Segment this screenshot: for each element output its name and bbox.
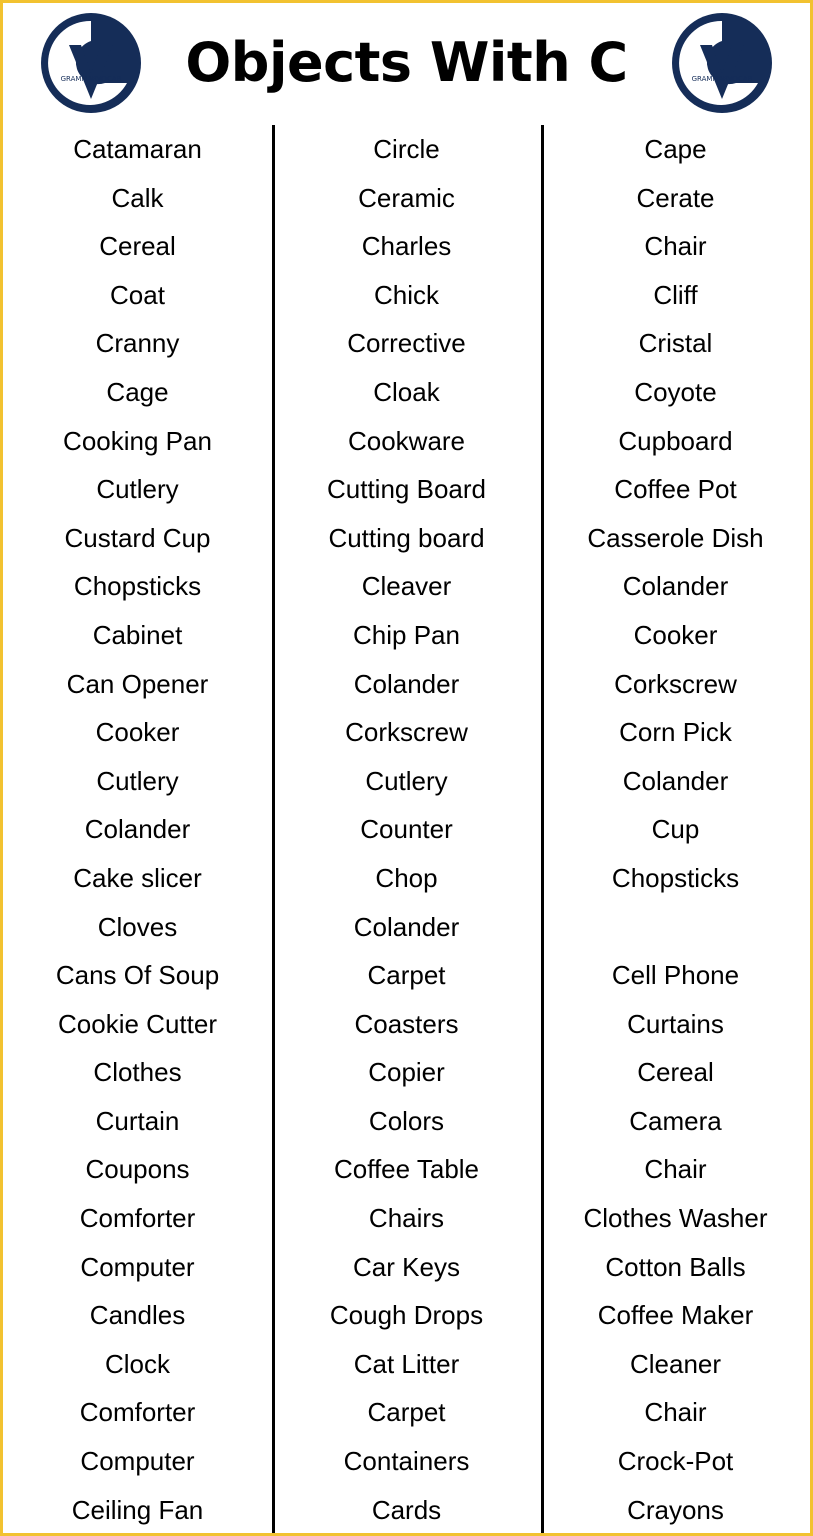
list-item: Cans Of Soup [55, 960, 220, 991]
list-item: Can Opener [66, 668, 209, 699]
word-list-3 [541, 125, 810, 1534]
list-item: Coat [110, 279, 165, 310]
list-item: Calk [111, 182, 164, 213]
list-item: Cristal [638, 328, 713, 359]
list-item: Corn Pick [619, 717, 732, 748]
list-item: Cooking Pan [63, 425, 212, 456]
list-item: Chair [644, 1154, 707, 1185]
list-item: Chairs [368, 1203, 445, 1234]
list-item: Clothes Washer [583, 1203, 768, 1234]
word-column-1 [3, 125, 272, 1536]
word-column-3 [541, 125, 810, 1536]
list-item: Cabinet [92, 619, 183, 650]
list-item: Cliff [653, 279, 698, 310]
list-item: Crayons [627, 1494, 724, 1525]
list-item: Clock [104, 1348, 170, 1379]
list-item: Coffee Table [333, 1154, 480, 1185]
list-item: Ceramic [358, 182, 455, 213]
list-item: Cutting Board [327, 474, 486, 505]
word-column-2 [272, 125, 541, 1536]
list-item: Cutlery [96, 474, 179, 505]
list-item: Chip Pan [353, 619, 460, 650]
word-list-1 [3, 125, 272, 1534]
list-item: Cutlery [96, 765, 179, 796]
list-item: Cutting board [328, 522, 485, 553]
list-item: Colander [353, 911, 460, 942]
list-item: Colander [353, 668, 460, 699]
list-item: Circle [373, 134, 440, 164]
list-item: Custard Cup [64, 522, 211, 553]
list-item: Cough Drops [329, 1300, 484, 1331]
list-item: Cloves [97, 911, 178, 942]
list-item: Casserole Dish [587, 522, 764, 553]
list-item: Chopsticks [73, 571, 202, 602]
grammarvocab-logo-icon-right [670, 11, 774, 115]
list-item: Chick [373, 279, 439, 310]
list-item: Car Keys [353, 1251, 460, 1282]
list-item: Cooker [633, 619, 718, 650]
list-item: Comforter [79, 1203, 196, 1234]
list-item: Cutlery [365, 765, 448, 796]
list-item: Cookware [347, 425, 466, 456]
list-item: Cereal [99, 231, 176, 262]
list-item: Cup [651, 814, 700, 845]
list-item: Colander [622, 765, 729, 796]
word-columns [3, 121, 810, 1536]
list-item: Cards [371, 1494, 442, 1525]
grammarvocab-logo-icon [39, 11, 143, 115]
list-item: Camera [629, 1105, 722, 1136]
list-item: Computer [80, 1251, 195, 1282]
svg-text:GRAMMARVOCAB: GRAMMARVOCAB [60, 75, 122, 83]
list-item: Cotton Balls [605, 1251, 746, 1282]
list-item: Cloak [373, 376, 440, 407]
list-item: Computer [80, 1446, 195, 1477]
list-item: Copier [368, 1057, 445, 1088]
list-item: Chopsticks [611, 862, 740, 893]
list-item: Curtain [95, 1105, 180, 1136]
list-item: Colander [622, 571, 729, 602]
list-item: Cage [106, 376, 169, 407]
list-item: Chop [375, 862, 438, 893]
list-item: Corrective [347, 328, 466, 359]
list-item: Comforter [79, 1397, 196, 1428]
list-item: Cleaver [361, 571, 452, 602]
list-item: Chair [644, 1397, 707, 1428]
list-item: Chair [644, 231, 707, 262]
list-item: Ceiling Fan [71, 1494, 204, 1525]
list-item: Catamaran [73, 134, 202, 164]
list-item: Cleaner [629, 1348, 722, 1379]
list-item: Carpet [367, 1397, 446, 1428]
poster-header [3, 3, 810, 121]
list-item: Cranny [95, 328, 180, 359]
list-item: Coupons [85, 1154, 190, 1185]
word-list-2 [272, 125, 541, 1534]
list-item: Curtains [627, 1008, 724, 1039]
list-item: Cooker [95, 717, 180, 748]
list-item: Counter [360, 814, 453, 845]
list-item: Cupboard [618, 425, 733, 456]
list-item: Cell Phone [611, 960, 740, 991]
list-item: Crock-Pot [617, 1446, 734, 1477]
list-item [541, 903, 810, 952]
list-item: Carpet [367, 960, 446, 991]
list-item: Candles [89, 1300, 186, 1331]
svg-text:GRAMMARVOCAB: GRAMMARVOCAB [691, 75, 753, 83]
list-item: Coasters [354, 1008, 459, 1039]
list-item: Cookie Cutter [58, 1008, 217, 1039]
list-item: Colander [84, 814, 191, 845]
list-item: Charles [361, 231, 452, 262]
list-item: Corkscrew [614, 668, 737, 699]
list-item: Coyote [634, 376, 717, 407]
list-item: Cape [644, 134, 707, 164]
list-item: Coffee Maker [597, 1300, 754, 1331]
list-item: Coffee Pot [614, 474, 737, 505]
list-item: Clothes [93, 1057, 182, 1088]
page-title: Objects With C [185, 30, 628, 94]
list-item: Cereal [637, 1057, 714, 1088]
list-item: Cake slicer [73, 862, 202, 893]
list-item: Colors [368, 1105, 445, 1136]
list-item: Corkscrew [345, 717, 468, 748]
list-item: Containers [343, 1446, 470, 1477]
list-item: Cat Litter [353, 1348, 460, 1379]
list-item: Cerate [636, 182, 715, 213]
